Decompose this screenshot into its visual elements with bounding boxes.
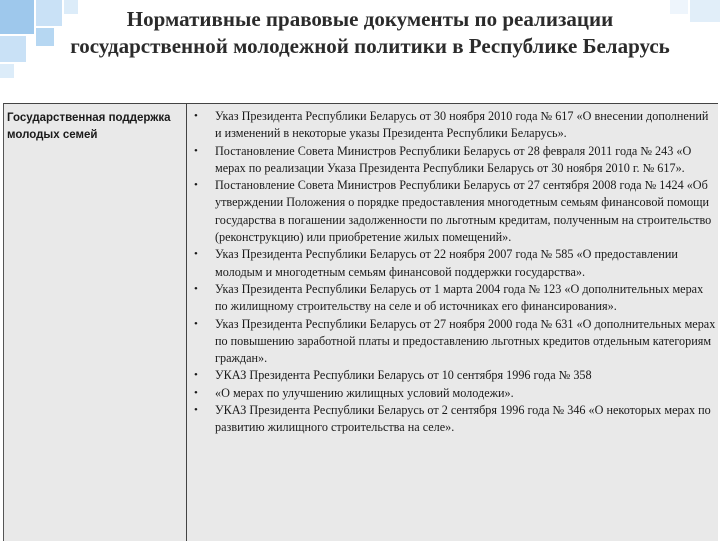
bullet-icon: • [194, 144, 198, 157]
bullet-icon: • [194, 369, 198, 382]
list-item-text: УКАЗ Президента Республики Беларусь от 2 сентября 1996 года № 346 «О некоторых мерах по развитию жилищного строительства на селе». [215, 403, 711, 435]
bullet-icon: • [194, 248, 198, 261]
list-item-text: Указ Президента Республики Беларусь от 30 ноября 2010 года № 617 «О внесении дополнений и изменений в некоторые указы Президента Республики Беларусь». [215, 109, 709, 141]
list-item-text: Указ Президента Республики Беларусь от 1 марта 2004 года № 123 «О дополнительных мерах по жилищному строительству на селе и об источниках его финансирования». [215, 281, 704, 314]
table-left-column [4, 104, 187, 541]
list-item [192, 367, 716, 384]
documents-table [3, 103, 718, 541]
list-item [192, 316, 716, 368]
slide-title: Нормативные правовые документы по реализации государственной молодежной политики в Республике Беларусь [70, 7, 670, 58]
bullet-icon: • [194, 282, 198, 295]
decor-square [0, 0, 34, 34]
bullet-icon: • [194, 179, 198, 192]
list-item-text: УКАЗ Президента Республики Беларусь от 10 сентября 1996 года № 358 [215, 368, 592, 383]
bullet-icon: • [194, 404, 198, 417]
row-label: Государственная поддержка молодых семей [7, 112, 171, 141]
list-item [192, 143, 716, 178]
list-item [192, 402, 716, 437]
document-list [192, 108, 716, 437]
list-item-text: Постановление Совета Министров Республики Беларусь от 27 сентября 2008 года № 1424 «Об утверждении Положения о порядке предоставления многодетным семьям финансовой помощи государства в погашении задолженности по льготным кредитам, полученным на строительство (реконструкцию) или приобретение жилых помещений». [215, 178, 712, 245]
decor-square [690, 0, 720, 22]
list-item-text: Указ Президента Республики Беларусь от 22 ноября 2007 года № 585 «О предоставлении молодым и многодетным семьям финансовой поддержки государства». [215, 247, 678, 279]
decor-square [36, 28, 54, 46]
bullet-icon: • [194, 317, 198, 330]
list-item-text: Указ Президента Республики Беларусь от 27 ноября 2000 года № 631 «О дополнительных мерах по повышению заработной платы и предоставлению льготных кредитов отдельным категориям граждан». [215, 316, 716, 366]
list-item [192, 246, 716, 281]
list-item-text: Постановление Совета Министров Республики Беларусь от 28 февраля 2011 года № 243 «О мерах по реализации Указа Президента Республики Беларусь от 30 ноября 2010 г. № 617». [215, 143, 692, 175]
decor-square [0, 64, 14, 78]
list-item-text: «О мерах по улучшению жилищных условий молодежи». [215, 385, 514, 400]
decor-square [36, 0, 62, 26]
list-item [192, 385, 716, 402]
bullet-icon: • [194, 110, 198, 122]
decor-square [0, 36, 26, 62]
list-item [192, 281, 716, 316]
bullet-icon: • [194, 386, 198, 399]
list-item [192, 177, 716, 246]
list-item [192, 108, 716, 143]
